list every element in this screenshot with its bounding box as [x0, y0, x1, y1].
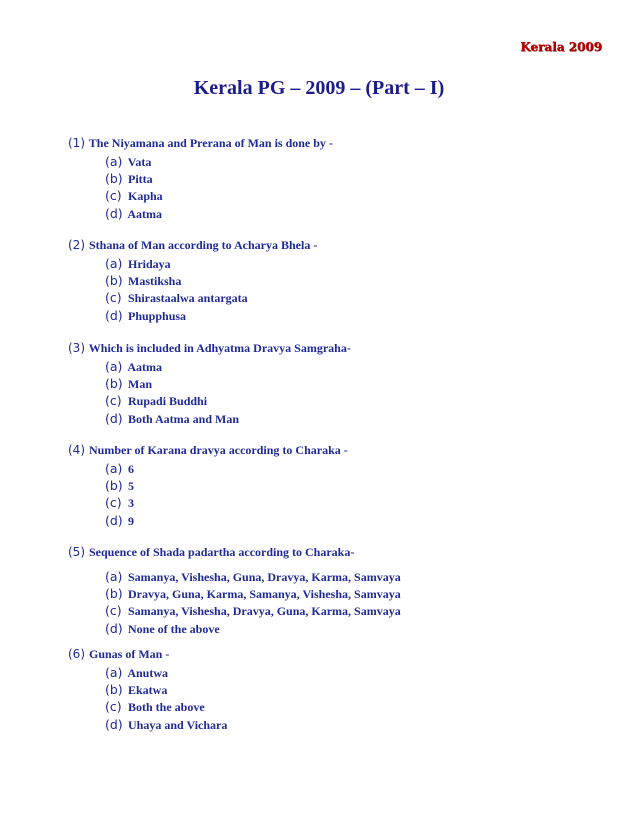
- option-b: [68, 681, 608, 698]
- question-4: [68, 442, 608, 529]
- option-text: Both Aatma and Man: [128, 411, 240, 426]
- option-list: [68, 460, 608, 529]
- option-label: (c): [105, 603, 122, 619]
- option-label: (c): [105, 495, 122, 511]
- question-line: [68, 544, 608, 561]
- question-line: [68, 646, 608, 663]
- option-text: Rupadi Buddhi: [128, 394, 208, 409]
- option-label: (a): [105, 461, 123, 476]
- option-label: (a): [105, 359, 123, 374]
- option-label: (d): [105, 205, 123, 221]
- header-tag: Kerala 2009: [520, 40, 602, 54]
- option-b: [68, 170, 608, 187]
- question-number: (5): [68, 545, 85, 559]
- option-text: Shirastaalwa antargata: [128, 291, 248, 306]
- option-text: Mastiksha: [128, 274, 182, 289]
- option-a: [68, 460, 608, 477]
- option-text: Kapha: [128, 189, 163, 204]
- option-text: Man: [128, 377, 152, 392]
- option-c: [68, 494, 608, 511]
- option-label: (a): [105, 665, 123, 680]
- option-text: Hridaya: [128, 257, 171, 271]
- option-text: Phupphusa: [128, 308, 187, 323]
- option-text: Dravya, Guna, Karma, Samanya, Vishesha, Samvaya: [128, 587, 401, 602]
- option-label: (b): [105, 376, 123, 392]
- option-label: (b): [105, 682, 123, 698]
- option-list: [68, 568, 608, 637]
- question-5: [68, 544, 608, 637]
- option-text: 3: [128, 496, 134, 511]
- option-d: [68, 205, 608, 222]
- option-text: None of the above: [128, 621, 220, 636]
- option-text: Uhaya and Vichara: [128, 717, 228, 732]
- question-number: (2): [68, 238, 85, 252]
- question-text: Sequence of Shada padartha according to Charaka-: [89, 545, 355, 559]
- option-label: (d): [105, 307, 123, 323]
- option-text: 9: [128, 513, 134, 528]
- option-label: (b): [105, 586, 123, 602]
- option-label: (c): [105, 188, 122, 204]
- option-list: [68, 255, 608, 324]
- option-c: [68, 187, 608, 204]
- option-d: [68, 410, 608, 427]
- option-text: Samanya, Vishesha, Dravya, Guna, Karma, Samvaya: [128, 604, 401, 619]
- option-text: Both the above: [128, 700, 205, 715]
- question-text: Sthana of Man according to Acharya Bhela -: [89, 238, 318, 252]
- option-b: [68, 477, 608, 494]
- option-text: Vata: [127, 155, 152, 169]
- option-d: [68, 620, 608, 637]
- question-line: [68, 237, 608, 254]
- option-list: [68, 664, 608, 733]
- question-line: [68, 135, 608, 152]
- option-text: 6: [128, 462, 134, 476]
- option-text: 5: [128, 479, 134, 494]
- option-label: (d): [105, 410, 123, 426]
- option-c: [68, 289, 608, 306]
- question-number: (6): [68, 647, 85, 661]
- question-text: Which is included in Adhyatma Dravya Samgraha-: [88, 341, 351, 355]
- option-text: Aatma: [127, 206, 163, 221]
- option-label: (b): [105, 171, 123, 187]
- page-title: Kerala PG – 2009 – (Part – I): [193, 77, 445, 99]
- option-label: (c): [105, 290, 122, 306]
- question-3: [68, 340, 608, 427]
- option-a: [68, 664, 608, 681]
- option-c: [68, 698, 608, 715]
- option-list: [68, 153, 608, 222]
- question-number: (4): [68, 443, 85, 457]
- question-6: [68, 646, 608, 733]
- question-number: (1): [68, 136, 85, 150]
- option-a: [68, 358, 608, 375]
- option-text: Anutwa: [127, 666, 169, 680]
- option-label: (a): [105, 256, 123, 271]
- option-label: (a): [105, 154, 123, 169]
- question-text: Gunas of Man -: [89, 647, 170, 661]
- question-1: [68, 135, 608, 222]
- question-text: Number of Karana dravya according to Charaka -: [89, 443, 348, 457]
- question-line: [68, 340, 608, 357]
- option-list: [68, 358, 608, 427]
- option-text: Samanya, Vishesha, Guna, Dravya, Karma, Samvaya: [128, 570, 401, 584]
- option-a: [68, 568, 608, 585]
- option-c: [68, 392, 608, 409]
- option-b: [68, 272, 608, 289]
- option-c: [68, 602, 608, 619]
- option-d: [68, 512, 608, 529]
- option-a: [68, 255, 608, 272]
- option-b: [68, 375, 608, 392]
- option-label: (c): [105, 393, 122, 409]
- option-a: [68, 153, 608, 170]
- option-label: (b): [105, 478, 123, 494]
- question-2: [68, 237, 608, 324]
- option-text: Ekatwa: [128, 683, 168, 698]
- option-d: [68, 716, 608, 733]
- question-number: (3): [68, 341, 85, 355]
- option-label: (a): [105, 569, 123, 584]
- option-b: [68, 585, 608, 602]
- option-label: (c): [105, 699, 122, 715]
- question-line: [68, 442, 608, 459]
- option-label: (d): [105, 716, 123, 732]
- option-text: Pitta: [128, 172, 153, 187]
- option-d: [68, 307, 608, 324]
- option-label: (d): [105, 620, 123, 636]
- option-label: (d): [105, 512, 123, 528]
- option-label: (b): [105, 273, 123, 289]
- option-text: Aatma: [127, 360, 163, 374]
- question-text: The Niyamana and Prerana of Man is done by -: [88, 136, 333, 150]
